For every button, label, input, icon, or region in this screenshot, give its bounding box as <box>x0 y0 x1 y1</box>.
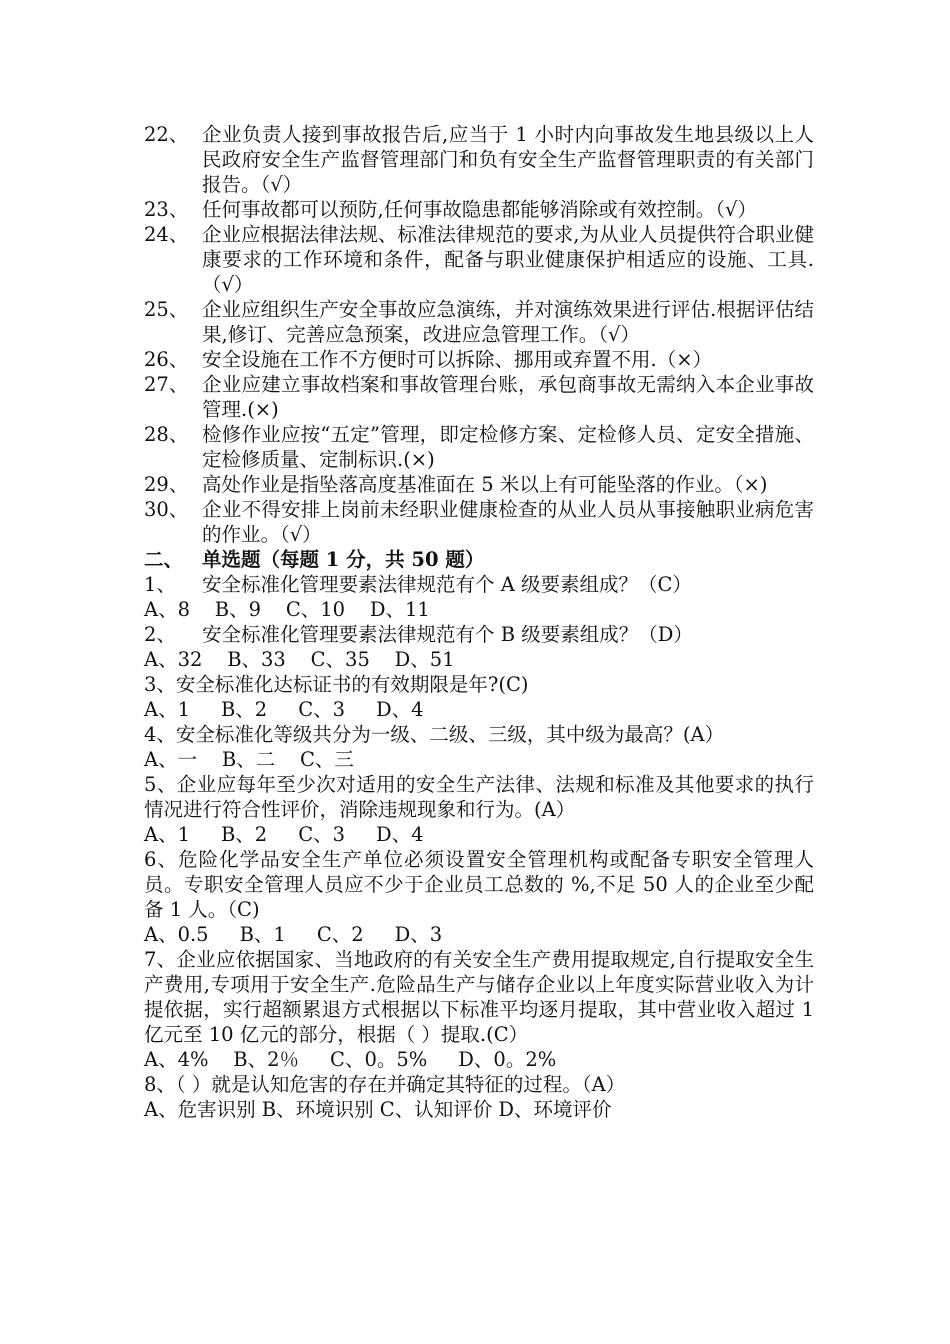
true-false-item <box>144 472 814 497</box>
question-text: 4、安全标准化等级共分为一级、二级、三级，其中级为最高？(A） <box>144 723 725 746</box>
item-number: 25、 <box>144 298 189 321</box>
true-false-item <box>144 422 814 472</box>
answer-options: A、8 B、9 C、10 D、11 <box>144 598 430 621</box>
question-text: 5、企业应每年至少次对适用的安全生产法律、法规和标准及其他要求的执行情况进行符合性评价，消除违规现象和行为。(A） <box>144 773 814 821</box>
question-text: 7、企业应依据国家、当地政府的有关安全生产费用提取规定,自行提取安全生产费用,专项用于安全生产.危险品生产与储存企业以上年度实际营业收入为计提依据，实行超额累退方式根据以下标准平均逐月提取，其中营业收入超过 1 亿元至 10 亿元的部分，根据（ ）提取.(C） <box>144 948 814 1046</box>
item-text: 任何事故都可以预防,任何事故隐患都能够消除或有效控制。（√） <box>202 198 757 221</box>
true-false-item <box>144 197 814 222</box>
question-text: 安全标准化管理要素法律规范有个 A 级要素组成？（C） <box>202 573 692 596</box>
answer-options: A、1 B、2 C、3 D、4 <box>144 698 424 721</box>
question-text: 6、危险化学品安全生产单位必须设置安全管理机构或配备专职安全管理人员。专职安全管理人员应不少于企业员工总数的 %,不足 50 人的企业至少配备 1 人。（C) <box>144 848 814 921</box>
answer-options: A、32 B、33 C、35 D、51 <box>144 648 455 671</box>
true-false-item <box>144 497 814 547</box>
item-number: 26、 <box>144 348 189 371</box>
question-number: 2、 <box>144 623 176 646</box>
item-text: 高处作业是指坠落高度基准面在 5 米以上有可能坠落的作业。（×) <box>202 473 768 496</box>
item-number: 29、 <box>144 473 189 496</box>
true-false-item <box>144 122 814 197</box>
item-number: 22、 <box>144 123 189 146</box>
question-text: 8、（ ）就是认知危害的存在并确定其特征的过程。（A） <box>144 1073 626 1096</box>
question-item <box>144 622 814 647</box>
item-number: 23、 <box>144 198 189 221</box>
question-number: 1、 <box>144 573 176 596</box>
item-number: 27、 <box>144 373 189 396</box>
item-text: 企业应建立事故档案和事故管理台账，承包商事故无需纳入本企业事故管理.(×) <box>202 373 814 421</box>
item-text: 企业应根据法律法规、标准法律规范的要求,为从业人员提供符合职业健康要求的工作环境和条件，配备与职业健康保护相适应的设施、工具.（√） <box>202 223 814 296</box>
answer-options: A、危害识别 B、环境识别 C、认知评价 D、环境评价 <box>144 1098 612 1121</box>
true-false-item <box>144 297 814 347</box>
item-text: 企业不得安排上岗前未经职业健康检查的从业人员从事接触职业病危害的作业。（√） <box>202 498 814 546</box>
item-text: 检修作业应按“五定”管理，即定检修方案、定检修人员、定安全措施、定检修质量、定制标识.(×) <box>202 423 814 471</box>
document-body <box>144 122 814 1122</box>
answer-options: A、一 B、二 C、三 <box>144 748 354 771</box>
true-false-item <box>144 222 814 297</box>
item-number: 28、 <box>144 423 189 446</box>
item-text: 企业负责人接到事故报告后,应当于 1 小时内向事故发生地县级以上人民政府安全生产监督管理部门和负有安全生产监督管理职责的有关部门报告。（√） <box>202 123 814 196</box>
true-false-item <box>144 347 814 372</box>
question-item <box>144 572 814 597</box>
answer-options: A、1 B、2 C、3 D、4 <box>144 823 424 846</box>
section-title: 单选题（每题 1 分，共 50 题） <box>202 548 485 571</box>
answer-options: A、0.5 B、1 C、2 D、3 <box>144 923 443 946</box>
question-text: 安全标准化管理要素法律规范有个 B 级要素组成？（D） <box>202 623 693 646</box>
true-false-item <box>144 372 814 422</box>
item-number: 30、 <box>144 498 189 521</box>
section-number: 二、 <box>144 548 184 571</box>
item-number: 24、 <box>144 223 189 246</box>
answer-options: A、4% B、2％ C、0。5% D、0。2% <box>144 1048 557 1071</box>
section-heading <box>144 547 814 572</box>
question-text: 3、安全标准化达标证书的有效期限是年?(C) <box>144 673 529 696</box>
item-text: 安全设施在工作不方便时可以拆除、挪用或弃置不用.（×） <box>202 348 713 371</box>
item-text: 企业应组织生产安全事故应急演练，并对演练效果进行评估.根据评估结果,修订、完善应急预案，改进应急管理工作。（√） <box>202 298 814 346</box>
